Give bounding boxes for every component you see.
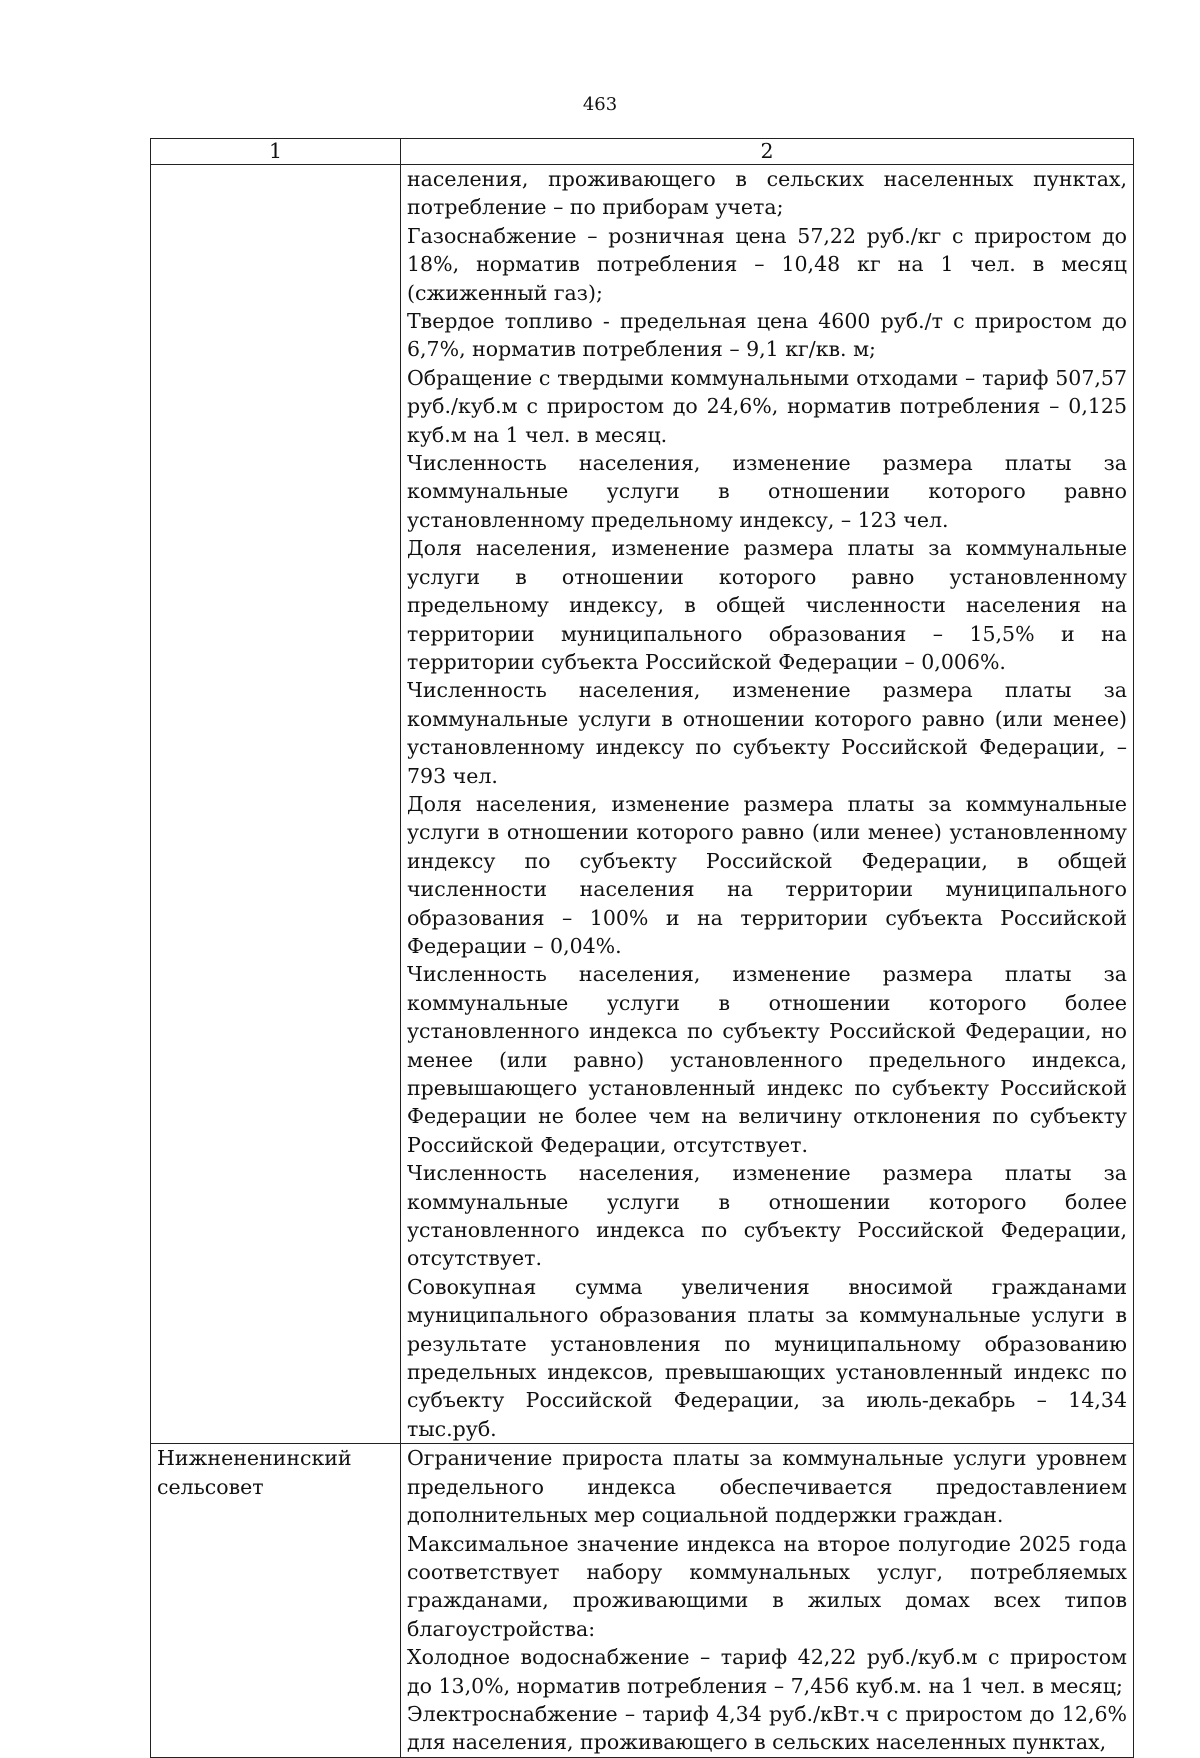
page-number: 463 [582, 94, 618, 115]
table-row [151, 1444, 1134, 1757]
paragraph: Холодное водоснабжение – тариф 42,22 руб./куб.м с приростом до 13,0%, норматив потребления – 7,456 куб.м. на 1 чел. в месяц; [407, 1645, 1127, 1698]
municipality-name-cell [151, 165, 401, 1444]
paragraph: Численность населения, изменение размера платы за коммунальные услуги в отношении которого более установленного индекса по субъекту Российской Федерации, отсутствует. [407, 1161, 1127, 1271]
paragraph: Численность населения, изменение размера платы за коммунальные услуги в отношении которого более установленного индекса по субъекту Российской Федерации, но менее (или равно) установленного предельного индекса, превышающего установленный индекс по субъекту Российской Федерации не более чем на величину отклонения по субъекту Российской Федерации, отсутствует. [407, 962, 1127, 1157]
table-header-row [151, 139, 1134, 165]
description-cell [401, 165, 1134, 1444]
paragraph: Численность населения, изменение размера платы за коммунальные услуги в отношении которого равно установленному предельному индексу, – 123 чел. [407, 451, 1127, 532]
paragraph: Твердое топливо - предельная цена 4600 руб./т с приростом до 6,7%, норматив потребления – 9,1 кг/кв. м; [407, 309, 1127, 362]
municipality-name-cell: Нижнененинский сельсовет [151, 1444, 401, 1757]
paragraph: населения, проживающего в сельских населенных пунктах, потребление – по приборам учета; [407, 167, 1127, 220]
paragraph: Доля населения, изменение размера платы за коммунальные услуги в отношении которого равно установленному предельному индексу, в общей численности населения на территории муниципального образования – 15,5% и на территории субъекта Российской Федерации – 0,006%. [407, 536, 1127, 674]
paragraph: Доля населения, изменение размера платы за коммунальные услуги в отношении которого равно (или менее) установленному индексу по субъекту Российской Федерации, в общей численности населения на территории муниципального образования – 100% и на территории субъекта Российской Федерации – 0,04%. [407, 791, 1127, 958]
paragraph: Совокупная сумма увеличения вносимой гражданами муниципального образования платы за коммунальные услуги в результате установления по муниципальному образованию предельных индексов, превышающих установленный индекс по субъекту Российской Федерации, за июль-декабрь – 14,34 тыс.руб. [407, 1274, 1127, 1441]
paragraph: Численность населения, изменение размера платы за коммунальные услуги в отношении которого равно (или менее) установленному индексу по субъекту Российской Федерации, – 793 чел. [407, 678, 1127, 788]
paragraph: Ограничение прироста платы за коммунальные услуги уровнем предельного индекса обеспечивается предоставлением дополнительных мер социальной поддержки граждан. [407, 1446, 1127, 1528]
content-table [150, 138, 1134, 1758]
paragraph: Электроснабжение – тариф 4,34 руб./кВт.ч с приростом до 12,6% для населения, проживающего в сельских населенных пунктах, [407, 1701, 1127, 1755]
table-row [151, 165, 1134, 1444]
paragraph: Газоснабжение – розничная цена 57,22 руб./кг с приростом до 18%, норматив потребления – 10,48 кг на 1 чел. в месяц (сжиженный газ); [407, 223, 1127, 305]
paragraph: Максимальное значение индекса на второе полугодие 2025 года соответствует набору коммунальных услуг, потребляемых гражданами, проживающими в жилых домах всех типов благоустройства: [407, 1531, 1127, 1641]
table-header-cell: 1 [151, 139, 401, 165]
description-cell [401, 1444, 1134, 1757]
paragraph: Обращение с твердыми коммунальными отходами – тариф 507,57 руб./куб.м с приростом до 24,6%, норматив потребления – 0,125 куб.м на 1 чел. в месяц. [407, 365, 1127, 447]
table-header-cell: 2 [401, 139, 1134, 165]
